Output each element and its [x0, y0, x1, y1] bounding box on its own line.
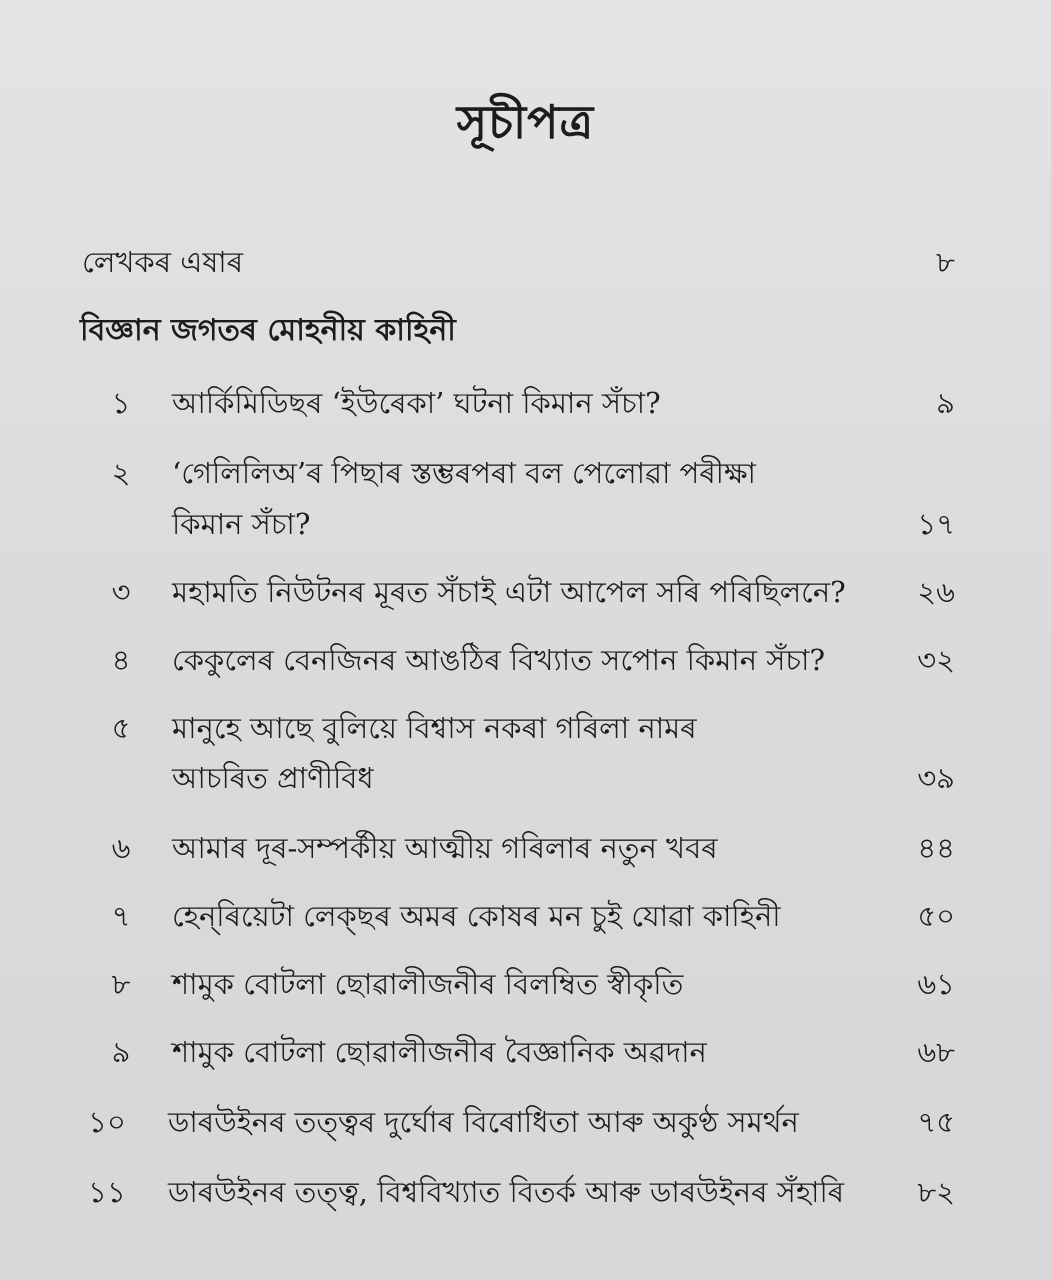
entry-title: শামুক বোটলা ছোৱালীজনীৰ বিলম্বিত স্বীকৃতি [172, 967, 684, 1001]
entry-number: ২ [111, 456, 131, 490]
entry-number: ৬ [111, 831, 131, 865]
section-heading: বিজ্ঞান জগতৰ মোহনীয় কাহিনী [80, 313, 456, 348]
entry-title: আৰ্কিমিডিছৰ ‘ইউৰেকা’ ঘটনা কিমান সঁচা? [172, 386, 661, 420]
entry-title: কেকুলেৰ বেনজিনৰ আঙঠিৰ বিখ্যাত সপোন কিমান সঁচা? [172, 643, 826, 677]
entry-title: ডাৰউইনৰ তত্ত্বৰ দুৰ্ঘোৰ বিৰোধিতা আৰু অকুণ্ঠ সমৰ্থন [168, 1105, 799, 1139]
entry-page: ৩২ [917, 643, 955, 677]
entry-title: মহামতি নিউটনৰ মূৰত সঁচাই এটা আপেল সৰি পৰিছিলনে? [172, 575, 846, 609]
entry-title: মানুহে আছে বুলিয়ে বিশ্বাস নকৰা গৰিলা নামৰ [172, 711, 697, 745]
entry-number: ৪ [111, 643, 131, 677]
entry-title: ডাৰউইনৰ তত্ত্ব, বিশ্ববিখ্যাত বিতৰ্ক আৰু ডাৰউইনৰ সঁহাৰি [168, 1175, 845, 1209]
entry-title: ‘গেলিলিঅ’ৰ পিছাৰ স্তম্ভৰপৰা বল পেলোৱা পৰীক্ষা [172, 456, 756, 490]
entry-page: ৬৮ [917, 1035, 955, 1069]
entry-number: ৩ [111, 575, 131, 609]
entry-title: আমাৰ দূৰ-সম্পৰ্কীয় আত্মীয় গৰিলাৰ নতুন খবৰ [172, 831, 718, 865]
entry-page: ৩৯ [917, 761, 955, 795]
page-title: সূচীপত্ৰ [456, 95, 595, 149]
entry-title: শামুক বোটলা ছোৱালীজনীৰ বৈজ্ঞানিক অৱদান [172, 1035, 707, 1069]
entry-page: ১৭ [917, 507, 955, 541]
entry-page: ৫০ [917, 899, 955, 933]
entry-title-continued: কিমান সঁচা? [172, 507, 311, 541]
entry-number: ১০ [88, 1105, 126, 1139]
entry-number: ১১ [88, 1175, 126, 1209]
preface-page: ৮ [936, 245, 955, 279]
entry-page: ৭৫ [917, 1105, 955, 1139]
entry-page: ৮২ [917, 1175, 955, 1209]
entry-number: ৭ [111, 899, 131, 933]
entry-page: ৬১ [917, 967, 955, 1001]
entry-number: ৫ [111, 711, 131, 745]
entry-page: ৯ [936, 386, 955, 420]
preface-label: লেখকৰ এষাৰ [82, 245, 244, 279]
entry-number: ১ [111, 386, 131, 420]
entry-number: ৮ [111, 967, 131, 1001]
entry-page: ৪৪ [917, 831, 955, 865]
entry-title: হেন্‌ৰিয়েটা লেক্‌ছৰ অমৰ কোষৰ মন চুই যোৱা কাহিনী [172, 899, 781, 933]
entry-page: ২৬ [917, 575, 955, 609]
entry-title-continued: আচৰিত প্ৰাণীবিধ [172, 761, 374, 795]
entry-number: ৯ [111, 1035, 131, 1069]
